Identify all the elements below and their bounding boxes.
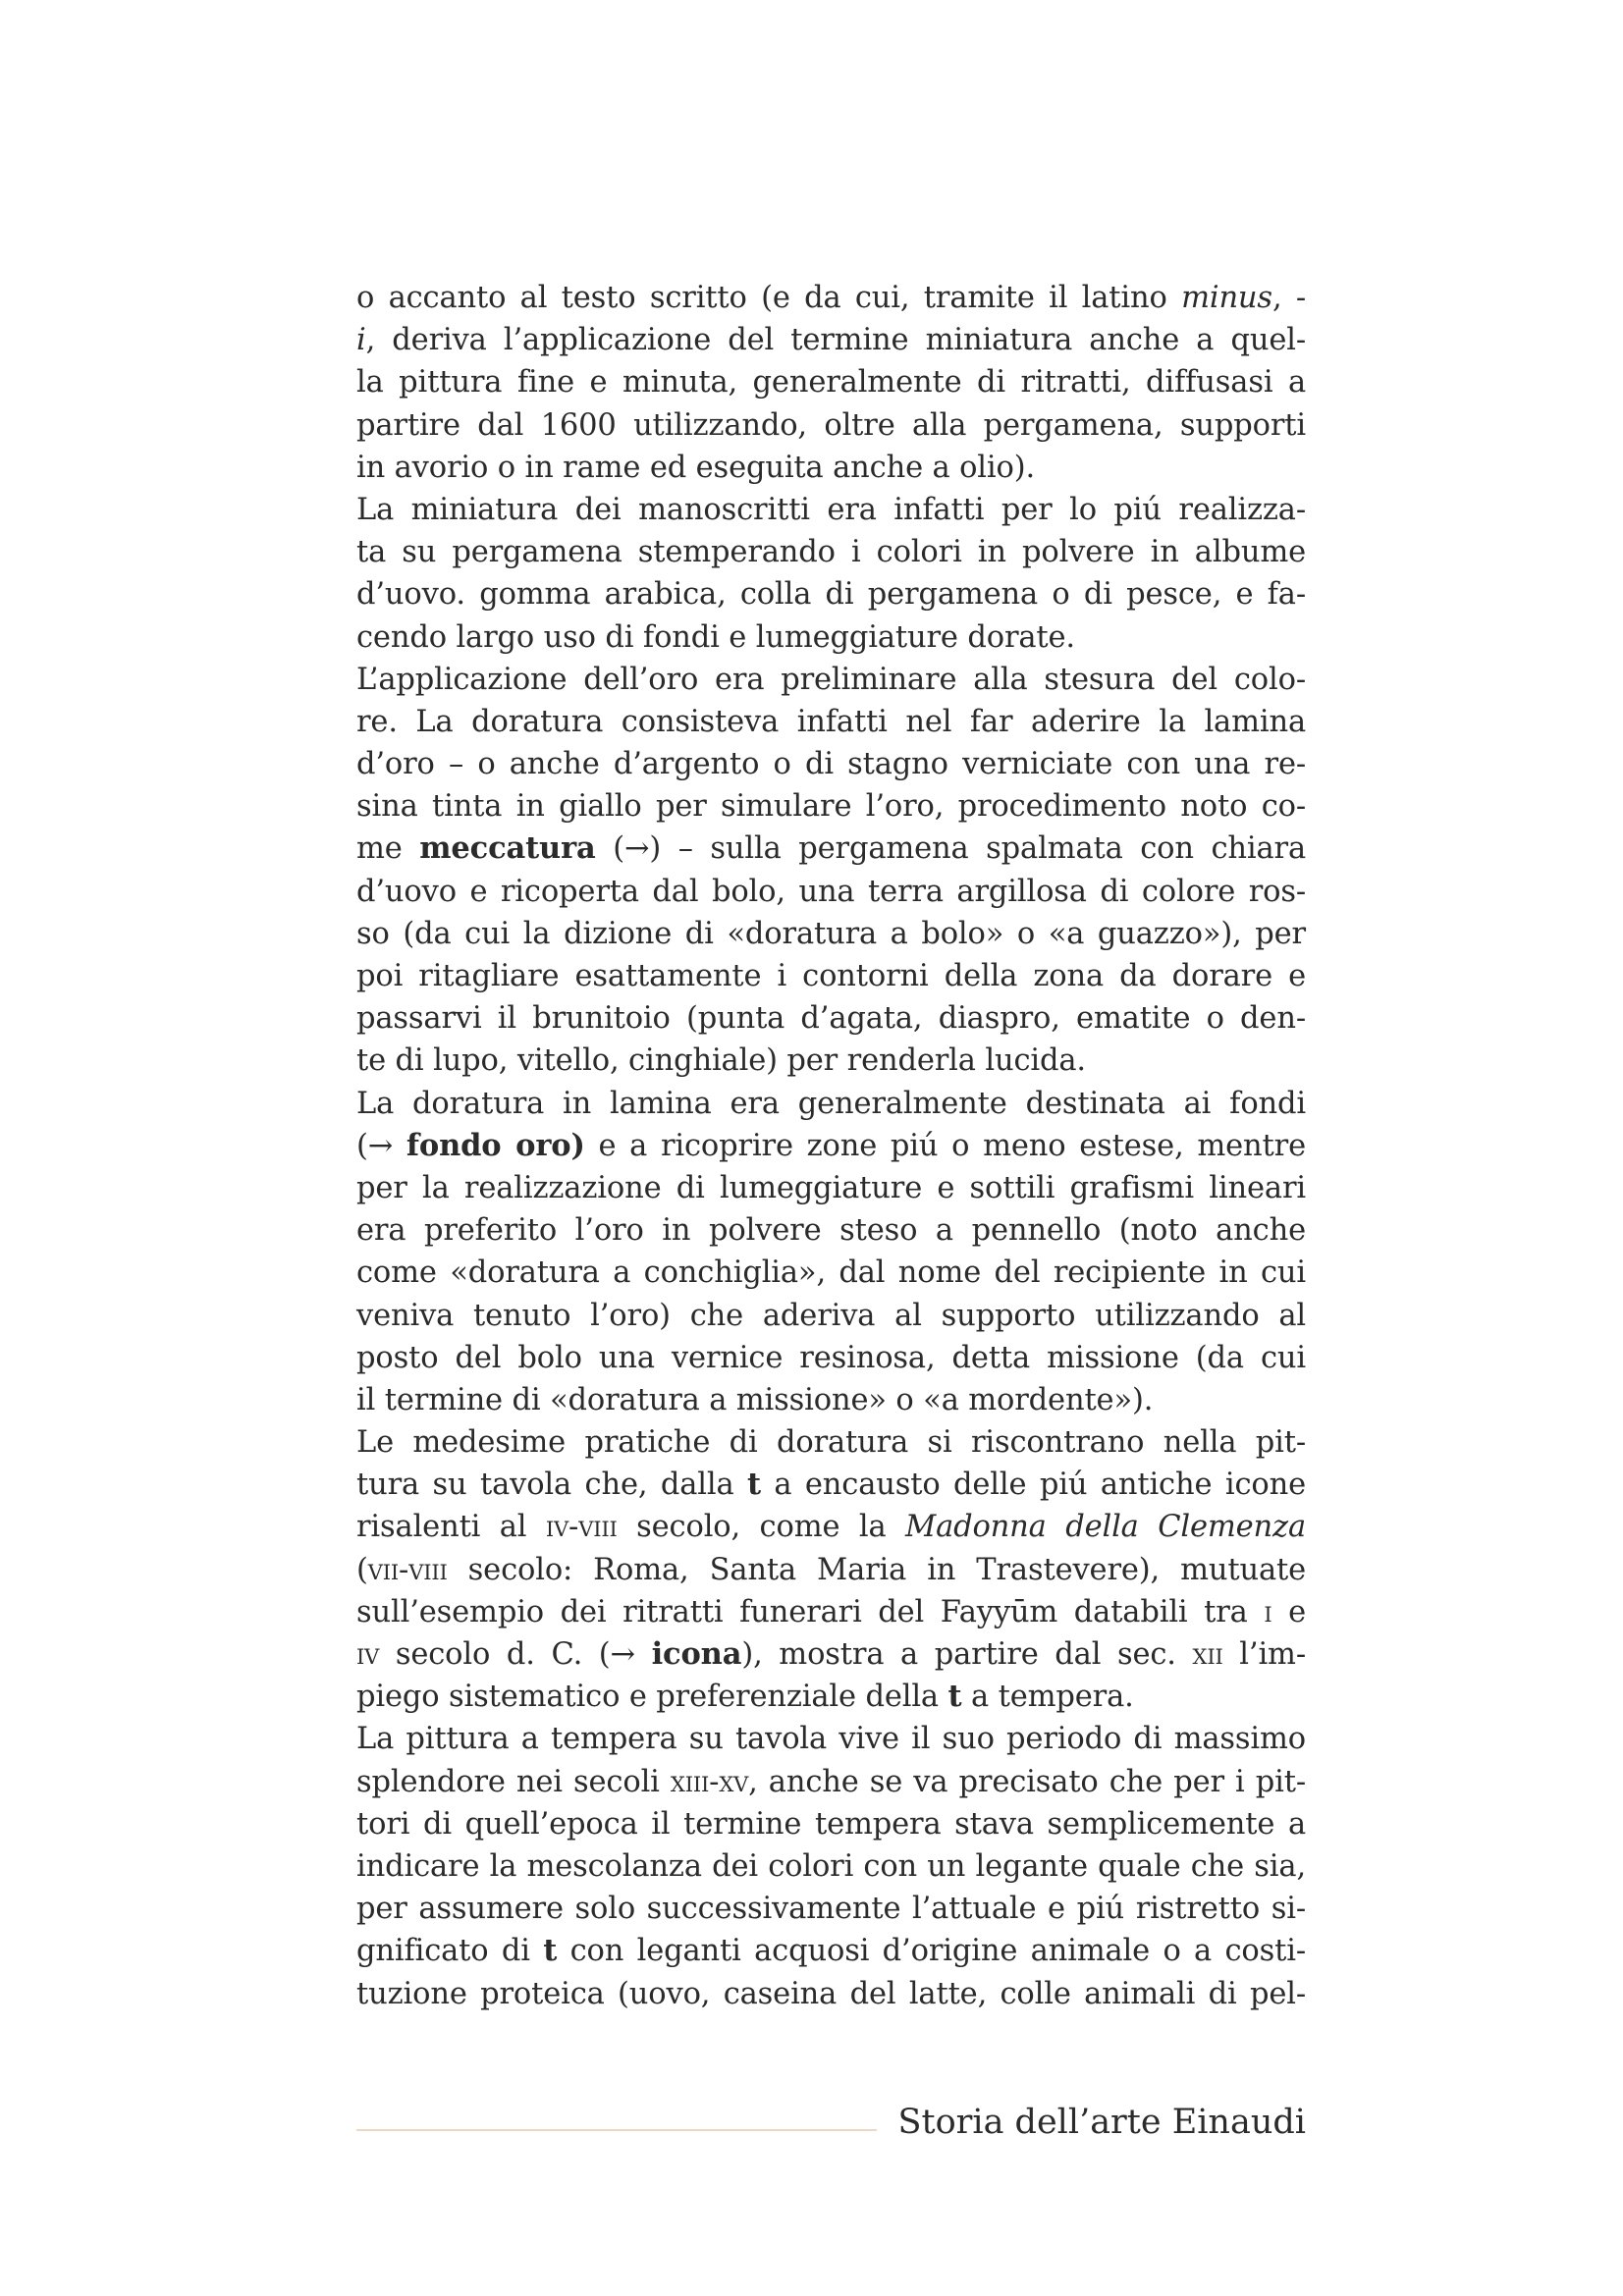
footer-title: Storia dell’arte Einaudi bbox=[897, 2103, 1306, 2142]
text-line: tuzione proteica (uovo, caseina del latte, colle animali di pel- bbox=[356, 1976, 1306, 2011]
text-line: d’uovo. gomma arabica, colla di pergamena o di pesce, e fa- bbox=[356, 577, 1306, 613]
text-line: (→ fondo oro) e a ricoprire zone piú o meno estese, mentre bbox=[356, 1127, 1306, 1163]
text-line: sull’esempio dei ritratti funerari del Fayyūm databili tra i e bbox=[356, 1594, 1306, 1629]
text-line: L’applicazione dell’oro era preliminare alla stesura del colo- bbox=[356, 662, 1306, 697]
text-line: iv secolo d. C. (→ icona), mostra a partire dal sec. xii l’im- bbox=[356, 1636, 1306, 1672]
text-line: ta su pergamena stemperando i colori in polvere in albume bbox=[356, 535, 1306, 570]
text-line: tura su tavola che, dalla t a encausto delle piú antiche icone bbox=[356, 1467, 1306, 1503]
body-text bbox=[356, 277, 1306, 2015]
text-line: La miniatura dei manoscritti era infatti per lo piú realizza- bbox=[356, 492, 1306, 527]
text-line: la pittura fine e minuta, generalmente di ritratti, diffusasi a bbox=[356, 365, 1306, 400]
text-line: cendo largo uso di fondi e lumeggiature dorate. bbox=[356, 619, 1075, 655]
text-line: splendore nei secoli xiii-xv, anche se va precisato che per i pit- bbox=[356, 1764, 1306, 1799]
text-line: (vii-viii secolo: Roma, Santa Maria in Trastevere), mutuate bbox=[356, 1552, 1306, 1587]
text-line: posto del bolo una vernice resinosa, detta missione (da cui bbox=[356, 1340, 1306, 1375]
text-line: per assumere solo successivamente l’attuale e piú ristretto si- bbox=[356, 1892, 1306, 1927]
text-line: partire dal 1600 utilizzando, oltre alla pergamena, supporti bbox=[356, 407, 1306, 443]
text-line: come «doratura a conchiglia», dal nome del recipiente in cui bbox=[356, 1255, 1306, 1291]
text-line: poi ritagliare esattamente i contorni della zona da dorare e bbox=[356, 959, 1306, 993]
text-line: i, deriva l’applicazione del termine miniatura anche a quel- bbox=[356, 323, 1306, 358]
text-line: d’oro – o anche d’argento o di stagno verniciate con una re- bbox=[356, 747, 1306, 782]
text-line: il termine di «doratura a missione» o «a mordente»). bbox=[356, 1382, 1154, 1417]
text-line: gnificato di t con leganti acquosi d’origine animale o a costi- bbox=[356, 1933, 1306, 1969]
text-line: indicare la mescolanza dei colori con un legante quale che sia, bbox=[356, 1848, 1306, 1884]
text-line: sina tinta in giallo per simulare l’oro, procedimento noto co- bbox=[356, 789, 1306, 825]
text-line: in avorio o in rame ed eseguita anche a olio). bbox=[356, 450, 1036, 485]
text-line: me meccatura (→) – sulla pergamena spalmata con chiara bbox=[356, 830, 1306, 867]
text-line: d’uovo e ricoperta dal bolo, una terra argillosa di colore ros- bbox=[356, 874, 1306, 909]
text-line: passarvi il brunitoio (punta d’agata, diaspro, ematite o den- bbox=[356, 1001, 1306, 1037]
text-line: La doratura in lamina era generalmente destinata ai fondi bbox=[356, 1086, 1306, 1121]
text-line: risalenti al iv-viii secolo, come la Madonna della Clemenza bbox=[356, 1510, 1306, 1545]
text-line: piego sistematico e preferenziale della t a tempera. bbox=[356, 1679, 1134, 1715]
text-line: te di lupo, vitello, cinghiale) per renderla lucida. bbox=[356, 1043, 1086, 1079]
text-line: Le medesime pratiche di doratura si riscontrano nella pit- bbox=[356, 1425, 1306, 1461]
text-line: re. La doratura consisteva infatti nel far aderire la lamina bbox=[356, 704, 1306, 739]
text-line: o accanto al testo scritto (e da cui, tramite il latino minus, - bbox=[356, 281, 1306, 315]
text-line: La pittura a tempera su tavola vive il suo periodo di massimo bbox=[356, 1722, 1306, 1757]
text-line: era preferito l’oro in polvere steso a pennello (noto anche bbox=[356, 1213, 1306, 1249]
text-line: so (da cui la dizione di «doratura a bolo» o «a guazzo»), per bbox=[356, 916, 1306, 951]
text-line: per la realizzazione di lumeggiature e sottili grafismi lineari bbox=[356, 1170, 1306, 1205]
text-line: tori di quell’epoca il termine tempera stava semplicemente a bbox=[356, 1806, 1306, 1842]
text-line: veniva tenuto l’oro) che aderiva al supporto utilizzando al bbox=[356, 1298, 1306, 1333]
footer-rule bbox=[356, 2129, 877, 2131]
